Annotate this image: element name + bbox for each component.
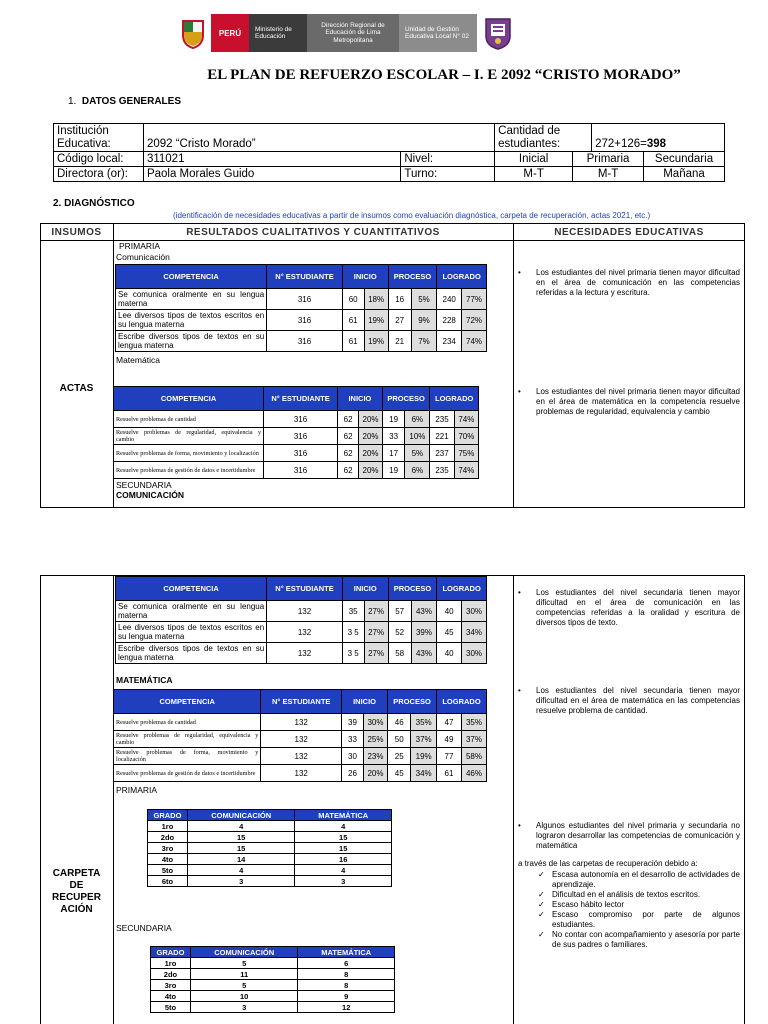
header-matematica: MATEMÁTICA xyxy=(295,810,392,821)
checklist-item xyxy=(518,870,740,890)
secundaria-grades-table xyxy=(150,946,395,1013)
logrado-pct-cell: 70% xyxy=(454,428,478,445)
proceso-count-cell: 46 xyxy=(388,714,411,731)
matematica-cell: 16 xyxy=(295,854,392,865)
turno-secundaria: Mañana xyxy=(644,167,725,182)
peru-coat-of-arms-icon xyxy=(175,14,211,52)
inicio-count-cell: 30 xyxy=(342,748,364,765)
codigo-label: Código local: xyxy=(54,152,144,167)
inicio-count-cell: 61 xyxy=(342,310,364,331)
proceso-count-cell: 19 xyxy=(382,462,405,479)
inicio-count-cell: 26 xyxy=(342,765,364,782)
table-row xyxy=(151,969,395,980)
inicio-pct-cell: 23% xyxy=(363,748,387,765)
table-body xyxy=(114,714,487,782)
n-estudiante-cell: 132 xyxy=(267,643,343,664)
inicio-pct-cell: 20% xyxy=(359,411,383,428)
comunicacion-cell: 15 xyxy=(187,843,295,854)
need-item-5-cont: a través de las carpetas de recuperación debido a: xyxy=(518,859,698,868)
proceso-count-cell: 17 xyxy=(382,445,405,462)
competencia-cell: Resuelve problemas de forma, movimiento y localización xyxy=(114,445,264,462)
table-body xyxy=(148,821,392,887)
primaria-label: PRIMARIA xyxy=(119,241,161,251)
header-competencia: COMPETENCIA xyxy=(114,387,264,411)
table-row xyxy=(116,622,487,643)
grado-cell: 2do xyxy=(148,832,188,843)
inicio-count-cell: 33 xyxy=(342,731,364,748)
comunicacion-cell: 14 xyxy=(187,854,295,865)
header-necesidades: NECESIDADES EDUCATIVAS xyxy=(554,227,704,238)
secundaria-matematica-table xyxy=(113,689,487,782)
inicio-count-cell: 35 xyxy=(342,601,364,622)
logrado-pct-cell: 37% xyxy=(461,731,486,748)
competencia-cell: Resuelve problemas de gestión de datos e incertidumbre xyxy=(114,765,261,782)
logrado-pct-cell: 74% xyxy=(462,331,487,352)
header-proceso: PROCESO xyxy=(388,577,437,601)
n-estudiante-cell: 316 xyxy=(267,289,343,310)
logrado-count-cell: 221 xyxy=(430,428,454,445)
proceso-count-cell: 19 xyxy=(382,411,405,428)
need-item-3: • Los estudiantes del nivel secundaria tienen mayor dificultad en el área de comunicación en las competencias referidas a la oralidad y escritura de diversos tipos de texto. xyxy=(518,588,740,627)
matematica-label: Matemática xyxy=(116,355,160,365)
check-icon: ✓ xyxy=(538,870,545,879)
table-row xyxy=(114,428,479,445)
matematica-caps-label: MATEMÁTICA xyxy=(116,675,173,685)
competencia-cell: Lee diversos tipos de textos escritos en su lengua materna xyxy=(116,622,267,643)
section-diagnostico: 2. DIAGNÓSTICO xyxy=(53,198,135,209)
proceso-pct-cell: 7% xyxy=(411,331,437,352)
inicio-pct-cell: 25% xyxy=(363,731,387,748)
comunicacion-label: Comunicación xyxy=(116,252,170,262)
checklist-item xyxy=(518,900,740,910)
institucion-value: 2092 “Cristo Morado” xyxy=(143,124,494,152)
header-inicio: INICIO xyxy=(338,387,383,411)
nivel-secundaria: Secundaria xyxy=(644,152,725,167)
competencia-cell: Resuelve problemas de regularidad, equivalencia y cambio xyxy=(114,731,261,748)
logrado-pct-cell: 34% xyxy=(462,622,487,643)
competencia-cell: Resuelve problemas de cantidad xyxy=(114,714,261,731)
primaria-comunicacion-table xyxy=(115,264,487,352)
proceso-pct-cell: 10% xyxy=(405,428,430,445)
inicio-count-cell: 62 xyxy=(338,411,359,428)
table-row xyxy=(148,854,392,865)
table-body xyxy=(116,289,487,352)
header-logrado: LOGRADO xyxy=(437,265,487,289)
logrado-count-cell: 47 xyxy=(437,714,462,731)
proceso-count-cell: 25 xyxy=(388,748,411,765)
codigo-value: 311021 xyxy=(143,152,400,167)
logrado-count-cell: 77 xyxy=(437,748,462,765)
proceso-pct-cell: 5% xyxy=(405,445,430,462)
header-inicio: INICIO xyxy=(342,577,388,601)
institucion-label: Institución Educativa: xyxy=(54,124,144,152)
secundaria-label: SECUNDARIA xyxy=(116,480,172,490)
inicio-count-cell: 62 xyxy=(338,445,359,462)
carpeta-recuperacion-label: CARPETA DE RECUPER ACIÓN xyxy=(52,868,101,915)
inicio-count-cell: 3 5 xyxy=(342,622,364,643)
col-divider-2 xyxy=(513,575,514,1024)
competencia-cell: Escribe diversos tipos de textos en su lengua materna xyxy=(116,643,267,664)
logrado-count-cell: 234 xyxy=(437,331,462,352)
table-row xyxy=(114,714,487,731)
inicio-pct-cell: 18% xyxy=(364,289,388,310)
proceso-count-cell: 58 xyxy=(388,643,411,664)
proceso-count-cell: 50 xyxy=(388,731,411,748)
header-inicio: INICIO xyxy=(342,690,388,714)
inicio-count-cell: 62 xyxy=(338,462,359,479)
logrado-pct-cell: 74% xyxy=(454,411,478,428)
primaria-matematica-table xyxy=(113,386,479,479)
table-row xyxy=(116,331,487,352)
inicio-pct-cell: 27% xyxy=(364,601,388,622)
header-comunicacion: COMUNICACIÓN xyxy=(187,810,295,821)
checklist-text: Escaso hábito lector xyxy=(552,900,625,909)
need-item-2: • Los estudiantes del nivel primaria tienen mayor dificultad en el área de matemática en la competencia resuelve problemas de regularidad, equivalencia y cambio xyxy=(518,387,740,416)
n-estudiante-cell: 132 xyxy=(267,601,343,622)
table-header-row xyxy=(116,577,487,601)
matematica-cell: 4 xyxy=(295,821,392,832)
matematica-cell: 15 xyxy=(295,843,392,854)
need-item-1: • Los estudiantes del nivel primaria tienen mayor dificultad en el área de comunicación en las competencias referidas a la lectura y escritura. xyxy=(518,268,740,297)
grado-cell: 4to xyxy=(151,991,191,1002)
matematica-cell: 3 xyxy=(295,876,392,887)
checklist-text: Escaso compromiso por parte de algunos estudiantes. xyxy=(552,910,740,929)
logrado-count-cell: 40 xyxy=(437,601,462,622)
logrado-count-cell: 61 xyxy=(437,765,462,782)
competencia-cell: Se comunica oralmente en su lengua materna xyxy=(116,601,267,622)
directora-label: Directora (or): xyxy=(54,167,144,182)
comunicacion-cell: 3 xyxy=(187,876,295,887)
matematica-cell: 6 xyxy=(298,958,395,969)
header-matematica: MATEMÁTICA xyxy=(298,947,395,958)
proceso-count-cell: 33 xyxy=(382,428,405,445)
need-item-4: • Los estudiantes del nivel secundaria tienen mayor dificultad en el área de matemática en las competencias resuelve problema de cantidad. xyxy=(518,686,740,715)
col-divider-1 xyxy=(113,575,114,1024)
inicio-count-cell: 61 xyxy=(342,331,364,352)
need-item-5: • Algunos estudiantes del nivel primaria y secundaria no lograron desarrollar las competencias de comunicación y matemática xyxy=(518,821,740,850)
ugel-label: Unidad de Gestión Educativa Local N° 02 xyxy=(399,14,477,52)
table-body xyxy=(114,411,479,479)
n-estudiante-cell: 132 xyxy=(267,622,343,643)
header-competencia: COMPETENCIA xyxy=(114,690,261,714)
header-logrado: LOGRADO xyxy=(437,690,487,714)
inicio-pct-cell: 30% xyxy=(363,714,387,731)
table-row xyxy=(148,843,392,854)
grado-cell: 6to xyxy=(148,876,188,887)
inicio-count-cell: 62 xyxy=(338,428,359,445)
logrado-pct-cell: 75% xyxy=(454,445,478,462)
header-competencia: COMPETENCIA xyxy=(116,577,267,601)
table-row xyxy=(116,643,487,664)
table-header-row xyxy=(116,265,487,289)
logrado-pct-cell: 77% xyxy=(462,289,487,310)
header-proceso: PROCESO xyxy=(382,387,430,411)
proceso-pct-cell: 39% xyxy=(411,622,437,643)
table-body xyxy=(116,601,487,664)
inicio-count-cell: 39 xyxy=(342,714,364,731)
logrado-pct-cell: 30% xyxy=(462,643,487,664)
check-icon: ✓ xyxy=(538,890,545,899)
turno-primaria: M-T xyxy=(573,167,644,182)
header-logrado: LOGRADO xyxy=(437,577,487,601)
header-n-estudiante: N° ESTUDIANTE xyxy=(261,690,342,714)
logrado-count-cell: 237 xyxy=(430,445,454,462)
header-inicio: INICIO xyxy=(342,265,388,289)
diagnostico-note: (identificación de necesidades educativas a partir de insumos como evaluación diagnóstica, carpeta de recuperación, actas 2021, etc.) xyxy=(173,211,651,220)
proceso-count-cell: 45 xyxy=(388,765,411,782)
checklist-text: No contar con acompañamiento y asesoría por parte de sus padres o familiares. xyxy=(552,930,740,949)
table-row xyxy=(114,462,479,479)
page-title: EL PLAN DE REFUERZO ESCOLAR – I. E 2092 “CRISTO MORADO” xyxy=(207,67,681,83)
header-grado: GRADO xyxy=(151,947,191,958)
proceso-pct-cell: 43% xyxy=(411,643,437,664)
secundaria-caps-label: SECUNDARIA xyxy=(116,923,172,933)
table-row xyxy=(114,445,479,462)
checklist-item xyxy=(518,910,740,930)
proceso-count-cell: 27 xyxy=(388,310,411,331)
logrado-count-cell: 45 xyxy=(437,622,462,643)
header-proceso: PROCESO xyxy=(388,265,437,289)
cantidad-value: 272+126=398 xyxy=(592,124,725,152)
proceso-pct-cell: 35% xyxy=(411,714,437,731)
matematica-cell: 8 xyxy=(298,980,395,991)
grado-cell: 3ro xyxy=(148,843,188,854)
logrado-count-cell: 40 xyxy=(437,643,462,664)
n-estudiante-cell: 132 xyxy=(261,748,342,765)
table-row xyxy=(116,289,487,310)
table-row xyxy=(151,980,395,991)
grado-cell: 3ro xyxy=(151,980,191,991)
nivel-inicial: Inicial xyxy=(495,152,573,167)
ministerio-label: Ministerio de Educación xyxy=(249,14,307,52)
matematica-cell: 4 xyxy=(295,865,392,876)
proceso-pct-cell: 19% xyxy=(411,748,437,765)
comunicacion-cell: 3 xyxy=(190,1002,298,1013)
table-row xyxy=(114,748,487,765)
peru-label: PERÚ xyxy=(211,14,249,52)
inicio-pct-cell: 19% xyxy=(364,331,388,352)
table-row xyxy=(114,731,487,748)
competencia-cell: Escribe diversos tipos de textos en su lengua materna xyxy=(116,331,267,352)
logrado-count-cell: 235 xyxy=(430,411,454,428)
competencia-cell: Se comunica oralmente en su lengua materna xyxy=(116,289,267,310)
matematica-cell: 12 xyxy=(298,1002,395,1013)
checklist-item xyxy=(518,930,740,950)
logrado-count-cell: 240 xyxy=(437,289,462,310)
n-estudiante-cell: 316 xyxy=(264,462,338,479)
inicio-pct-cell: 19% xyxy=(364,310,388,331)
grado-cell: 1ro xyxy=(148,821,188,832)
logrado-pct-cell: 35% xyxy=(461,714,486,731)
logrado-pct-cell: 46% xyxy=(461,765,486,782)
competencia-cell: Lee diversos tipos de textos escritos en su lengua materna xyxy=(116,310,267,331)
table-row xyxy=(151,991,395,1002)
header-n-estudiante: N° ESTUDIANTE xyxy=(267,577,343,601)
turno-inicial: M-T xyxy=(495,167,573,182)
matematica-cell: 9 xyxy=(298,991,395,1002)
logrado-count-cell: 235 xyxy=(430,462,454,479)
proceso-count-cell: 52 xyxy=(388,622,411,643)
header-grado: GRADO xyxy=(148,810,188,821)
proceso-pct-cell: 5% xyxy=(411,289,437,310)
inicio-count-cell: 60 xyxy=(342,289,364,310)
inicio-pct-cell: 20% xyxy=(359,428,383,445)
comunicacion-cell: 10 xyxy=(190,991,298,1002)
header-comunicacion: COMUNICACIÓN xyxy=(190,947,298,958)
comunicacion-cell: 4 xyxy=(187,865,295,876)
secundaria-comunicacion-table xyxy=(115,576,487,664)
causes-checklist xyxy=(518,870,740,950)
grado-cell: 5to xyxy=(151,1002,191,1013)
n-estudiante-cell: 132 xyxy=(261,731,342,748)
table-row xyxy=(148,876,392,887)
turno-label: Turno: xyxy=(401,167,495,182)
header-competencia: COMPETENCIA xyxy=(116,265,267,289)
section-datos-generales: 1. DATOS GENERALES xyxy=(68,96,181,107)
grado-cell: 1ro xyxy=(151,958,191,969)
header-n-estudiante: N° ESTUDIANTE xyxy=(264,387,338,411)
table-row xyxy=(116,601,487,622)
header-logrado: LOGRADO xyxy=(430,387,479,411)
directora-value: Paola Morales Guido xyxy=(143,167,400,182)
proceso-count-cell: 16 xyxy=(388,289,411,310)
n-estudiante-cell: 316 xyxy=(267,331,343,352)
direccion-label: Dirección Regional de Educación de Lima Metropolitana xyxy=(307,14,399,52)
checklist-text: Dificultad en el análisis de textos escritos. xyxy=(552,890,701,899)
comunicacion-cell: 15 xyxy=(187,832,295,843)
n-estudiante-cell: 132 xyxy=(261,714,342,731)
table-row xyxy=(114,411,479,428)
checklist-text: Escasa autonomía en el desarrollo de actividades de aprendizaje. xyxy=(552,870,740,889)
check-icon: ✓ xyxy=(538,900,545,909)
table-header-row xyxy=(114,387,479,411)
primaria-grades-table xyxy=(147,809,392,887)
nivel-primaria: Primaria xyxy=(573,152,644,167)
grado-cell: 5to xyxy=(148,865,188,876)
ugel-logo-icon xyxy=(481,14,515,52)
competencia-cell: Resuelve problemas de gestión de datos e incertidumbre xyxy=(114,462,264,479)
table-body xyxy=(151,958,395,1013)
logrado-count-cell: 49 xyxy=(437,731,462,748)
matematica-cell: 15 xyxy=(295,832,392,843)
checklist-item xyxy=(518,890,740,900)
institutional-header xyxy=(175,14,515,52)
inicio-pct-cell: 20% xyxy=(359,445,383,462)
logrado-pct-cell: 72% xyxy=(462,310,487,331)
primaria-caps-label: PRIMARIA xyxy=(116,785,158,795)
comunicacion-cell: 11 xyxy=(190,969,298,980)
header-proceso: PROCESO xyxy=(388,690,437,714)
matematica-cell: 8 xyxy=(298,969,395,980)
proceso-count-cell: 21 xyxy=(388,331,411,352)
inicio-pct-cell: 20% xyxy=(363,765,387,782)
header-resultados: RESULTADOS CUALITATIVOS Y CUANTITATIVOS xyxy=(186,227,440,238)
header-n-estudiante: N° ESTUDIANTE xyxy=(267,265,343,289)
competencia-cell: Resuelve problemas de forma, movimiento y localización xyxy=(114,748,261,765)
table-row xyxy=(148,821,392,832)
logrado-count-cell: 228 xyxy=(437,310,462,331)
col-divider-2 xyxy=(513,223,514,508)
proceso-pct-cell: 34% xyxy=(411,765,437,782)
table-row xyxy=(151,1002,395,1013)
table-header-row xyxy=(151,947,395,958)
table-row xyxy=(151,958,395,969)
grado-cell: 4to xyxy=(148,854,188,865)
cantidad-label: Cantidad de estudiantes: xyxy=(495,124,573,152)
check-icon: ✓ xyxy=(538,910,545,919)
logrado-pct-cell: 30% xyxy=(462,601,487,622)
comunicacion-cell: 5 xyxy=(190,980,298,991)
n-estudiante-cell: 316 xyxy=(267,310,343,331)
header-insumos: INSUMOS xyxy=(51,227,102,238)
table-header-row xyxy=(148,810,392,821)
proceso-pct-cell: 43% xyxy=(411,601,437,622)
comunicacion-cell: 4 xyxy=(187,821,295,832)
table-row xyxy=(116,310,487,331)
proceso-pct-cell: 9% xyxy=(411,310,437,331)
proceso-pct-cell: 6% xyxy=(405,462,430,479)
proceso-pct-cell: 6% xyxy=(405,411,430,428)
inicio-pct-cell: 27% xyxy=(364,622,388,643)
proceso-pct-cell: 37% xyxy=(411,731,437,748)
table-header-row xyxy=(114,690,487,714)
table-row xyxy=(148,865,392,876)
logrado-pct-cell: 58% xyxy=(461,748,486,765)
comunicacion-cell: 5 xyxy=(190,958,298,969)
table-row xyxy=(148,832,392,843)
grado-cell: 2do xyxy=(151,969,191,980)
n-estudiante-cell: 132 xyxy=(261,765,342,782)
logrado-pct-cell: 74% xyxy=(454,462,478,479)
proceso-count-cell: 57 xyxy=(388,601,411,622)
inicio-pct-cell: 27% xyxy=(364,643,388,664)
competencia-cell: Resuelve problemas de regularidad, equivalencia y cambio xyxy=(114,428,264,445)
n-estudiante-cell: 316 xyxy=(264,445,338,462)
inicio-count-cell: 3 5 xyxy=(342,643,364,664)
inicio-pct-cell: 20% xyxy=(359,462,383,479)
n-estudiante-cell: 316 xyxy=(264,411,338,428)
actas-label: ACTAS xyxy=(59,383,94,394)
n-estudiante-cell: 316 xyxy=(264,428,338,445)
comunicacion-caps-label: COMUNICACIÓN xyxy=(116,490,184,500)
check-icon: ✓ xyxy=(538,930,545,939)
datos-generales-table xyxy=(53,123,725,182)
nivel-label: Nivel: xyxy=(401,152,495,167)
competencia-cell: Resuelve problemas de cantidad xyxy=(114,411,264,428)
table-row xyxy=(114,765,487,782)
